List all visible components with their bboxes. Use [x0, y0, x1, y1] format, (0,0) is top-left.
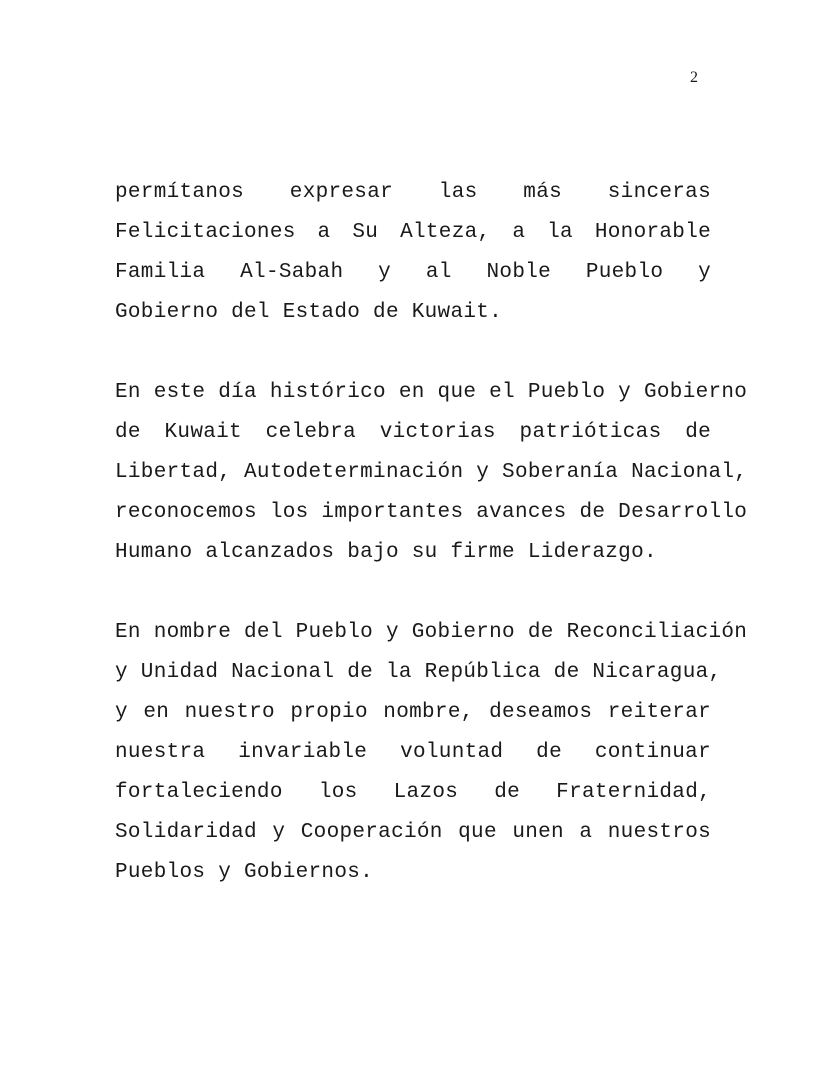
- text-line: y en nuestro propio nombre, deseamos reiterar: [115, 701, 711, 724]
- text-line: de Kuwait celebra victorias patrióticas de: [115, 421, 711, 444]
- paragraph-historic-day: [115, 373, 748, 573]
- paragraph-congratulations: [115, 173, 711, 333]
- text-line: reconocemos los importantes avances de Desarrollo: [115, 501, 748, 524]
- paragraph-reiteration: [115, 613, 748, 893]
- text-line: Solidaridad y Cooperación que unen a nuestros: [115, 821, 711, 844]
- text-line: Felicitaciones a Su Alteza, a la Honorable: [115, 221, 711, 244]
- text-line: y Unidad Nacional de la República de Nicaragua,: [115, 661, 722, 684]
- text-line: Gobierno del Estado de Kuwait.: [115, 301, 503, 324]
- letter-body: [115, 173, 748, 933]
- text-line: En este día histórico en que el Pueblo y Gobierno: [115, 381, 748, 404]
- text-line: Familia Al-Sabah y al Noble Pueblo y: [115, 261, 711, 284]
- text-line: fortaleciendo los Lazos de Fraternidad,: [115, 781, 711, 804]
- text-line: En nombre del Pueblo y Gobierno de Reconciliación: [115, 621, 748, 644]
- page-number: 2: [690, 69, 698, 86]
- text-line: nuestra invariable voluntad de continuar: [115, 741, 711, 764]
- text-line: Libertad, Autodeterminación y Soberanía Nacional,: [115, 461, 748, 484]
- text-line: Pueblos y Gobiernos.: [115, 861, 374, 884]
- text-line: permítanos expresar las más sinceras: [115, 181, 711, 204]
- text-line: Humano alcanzados bajo su firme Liderazgo.: [115, 541, 657, 564]
